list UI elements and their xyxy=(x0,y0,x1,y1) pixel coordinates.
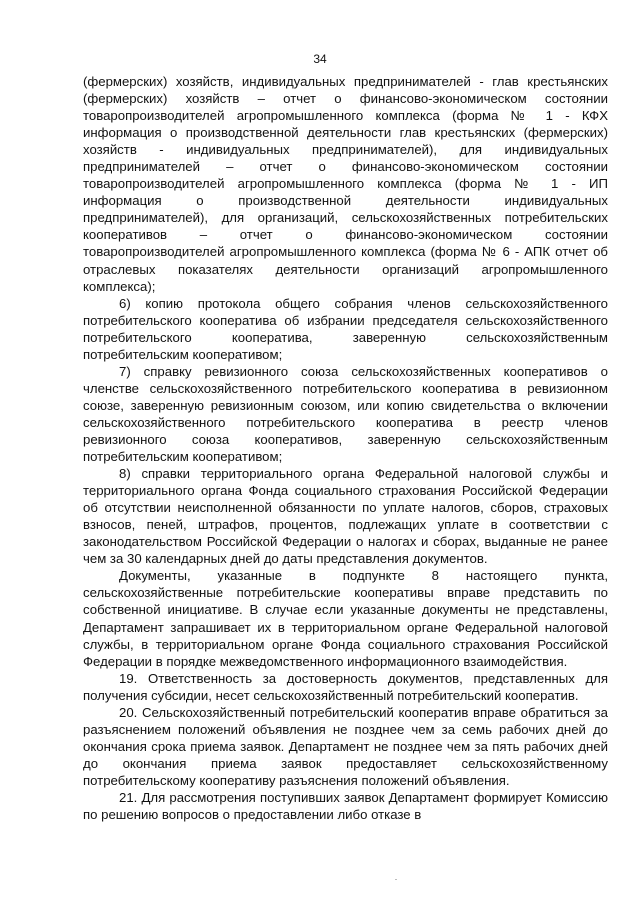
paragraph-item-7: 7) справку ревизионного союза сельскохозяйственных кооперативов о членстве сельскохозяйственного потребительского кооператива в ревизионном союзе, заверенную ревизионным союзом, или копию свидетельства о включении сельскохозяйственного потребительского кооператива в реестр членов ревизионного союза кооперативов, заверенную сельскохозяйственным потребительским кооперативом; xyxy=(83,363,608,465)
paragraph-documents-note: Документы, указанные в подпункте 8 настоящего пункта, сельскохозяйственные потребительские кооперативы вправе представить по собственной инициативе. В случае если указанные документы не представлены, Департамент запрашивает их в территориальном органе Федеральной налоговой службы, в территориальном органе Фонда социального страхования Российской Федерации в порядке межведомственного информационного взаимодействия. xyxy=(83,568,608,669)
paragraph-item-6: 6) копию протокола общего собрания членов сельскохозяйственного потребительского кооператива об избрании председателя сельскохозяйственного потребительского кооператива, заверенную сельскохозяйственным потребительским кооперативом; xyxy=(83,295,608,362)
paragraph-farm-reports: (фермерских) хозяйств, индивидуальных предпринимателей - глав крестьянских (фермерских) хозяйств – отчет о финансово-экономическом состоянии товаропроизводителей агропромышленного комплекса (форма № 1 - КФХ информация о производственной деятельности глав крестьянских (фермерских) хозяйств - индивидуальных предпринимателей), для индивидуальных предпринимателей – отчет о финансово-экономическом состоянии товаропроизводителей агропромышленного комплекса (форма № 1 - ИП информация о производственной деятельности индивидуальных предпринимателей), для организаций, сельскохозяйственных потребительских кооперативов – отчет о финансово-экономическом состоянии товаропроизводителей агропромышленного комплекса (форма № 6 - АПК отчет об отраслевых показателях деятельности организаций агропромышленного комплекса); xyxy=(83,74,608,294)
paragraph-clause-20: 20. Сельскохозяйственный потребительский кооператив вправе обратиться за разъяснением положений объявления не позднее чем за семь рабочих дней до окончания срока приема заявок. Департамент не позднее чем за пять рабочих дней до окончания приема заявок предоставляет сельскохозяйственному потребительскому кооперативу разъяснения положений объявления. xyxy=(83,704,608,788)
scan-artifact xyxy=(395,879,397,880)
paragraph-clause-19: 19. Ответственность за достоверность документов, представленных для получения субсидии, несет сельскохозяйственный потребительский кооператив. xyxy=(83,670,608,703)
paragraph-clause-21: 21. Для рассмотрения поступивших заявок Департамент формирует Комиссию по решению вопросов о предоставлении либо отказе в xyxy=(83,789,608,823)
page-number: 34 xyxy=(313,52,327,66)
document-body xyxy=(83,73,608,823)
paragraph-item-8: 8) справки территориального органа Федеральной налоговой службы и территориального органа Фонда социального страхования Российской Федерации об отсутствии неисполненной обязанности по уплате налогов, сборов, страховых взносов, пеней, штрафов, процентов, подлежащих уплате в соответствии с законодательством Российской Федерации о налогах и сборах, выданные не ранее чем за 30 календарных дней до даты представления документов. xyxy=(83,466,608,567)
